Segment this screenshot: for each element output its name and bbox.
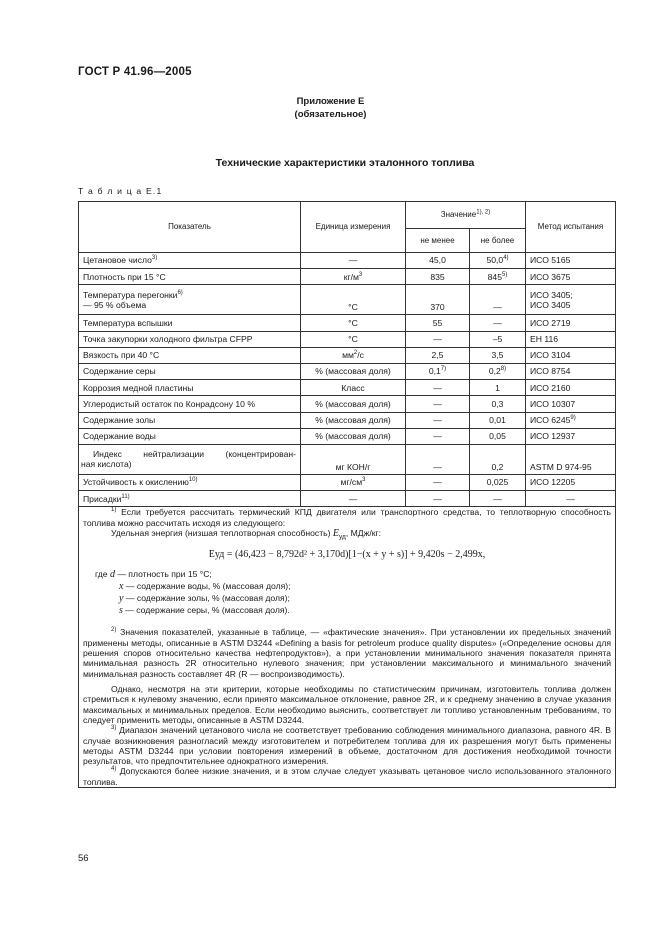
header-value-sup: 1), 2) (476, 209, 491, 216)
cell-method: ASTM D 974-95 (526, 444, 616, 474)
cell-max: –5 (470, 331, 526, 347)
header-param: Показатель (79, 202, 301, 253)
cell-min: 55 (406, 315, 470, 331)
header-value-label: Значение (440, 210, 477, 220)
notes-row (79, 507, 616, 788)
document-code: ГОСТ Р 41.96—2005 (78, 66, 192, 78)
cell-max: 0,01 (470, 412, 526, 428)
cell-method: ИСО 2160 (526, 380, 616, 396)
cell-max: 845$^{5)}$ (470, 269, 526, 285)
cell-unit: мг КОН/г (301, 444, 406, 474)
cell-min: 835 (406, 269, 470, 285)
cell-min: — (406, 428, 470, 444)
cell-unit: % (массовая доля) (301, 412, 406, 428)
note-4: $^{4)}$ Допускаются более низкие значения, и в этом случае следует указывать цетановое число использованного эталонного топлива. (83, 766, 611, 787)
cell-param: Температура вспышки (79, 315, 301, 331)
cell-method: ИСО 6245$^{9)}$ (526, 412, 616, 428)
spec-table (78, 201, 616, 788)
table-row (79, 491, 616, 507)
cell-method: ЕН 116 (526, 331, 616, 347)
where-x: x — содержание воды, % (массовая доля); (119, 581, 291, 593)
table-row (79, 444, 616, 474)
table-row (79, 396, 616, 412)
cell-max: — (470, 285, 526, 315)
cell-max: 0,05 (470, 428, 526, 444)
annex-title: Приложение Е (296, 96, 365, 107)
cell-unit: °С (301, 315, 406, 331)
cell-min: 370 (406, 285, 470, 315)
cell-unit: Класс (301, 380, 406, 396)
cell-method: — (526, 491, 616, 507)
cell-unit: — (301, 491, 406, 507)
header-value (406, 202, 526, 229)
cell-min: 2,5 (406, 347, 470, 363)
table-row (79, 253, 616, 269)
energy-line: Удельная энергия (низшая теплотворная способность) $E_{уд}$, МДж/кг: (111, 527, 382, 541)
where-s: s — содержание серы, % (массовая доля). (119, 605, 290, 617)
cell-unit: $кг/м^3$ (301, 269, 406, 285)
note-1: $^{1)}$ Если требуется рассчитать термический КПД двигателя или транспортного средства, то теплотворную способность топлива можно рассчитать исходя из следующего: (83, 507, 611, 528)
cell-param: Плотность при 15 °С (79, 269, 301, 285)
cell-param: Индекс нейтрализации (концентрирован- ная кислота) (79, 444, 301, 474)
cell-min: — (406, 396, 470, 412)
header-min: не менее (406, 229, 470, 253)
cell-unit: — (301, 253, 406, 269)
cell-param: Точка закупорки холодного фильтра CFPP (79, 331, 301, 347)
cell-param: Присадки$^{11)}$ (79, 491, 301, 507)
header-max: не более (470, 229, 526, 253)
cell-param: Устойчивость к окислению$^{10)}$ (79, 474, 301, 490)
page-number: 56 (78, 853, 89, 864)
cell-method: ИСО 12205 (526, 474, 616, 490)
cell-max: 0,025 (470, 474, 526, 490)
where-d: где d — плотность при 15 °С; (95, 569, 212, 581)
note-3: $^{3)}$ Диапазон значений цетанового числа не соответствует требованию соблюдения минимального диапазона, равного 4R. В случае возникновения разногласий между изготовителем и потребителем топлива для их разрешения могут быть применены методы ASTM D3244 при условии повторения измерений в объеме, достаточном для достижения необходимой точности результатов, что предпочтительнее однократного измерения. (83, 725, 612, 767)
cell-min: — (406, 412, 470, 428)
table-row (79, 380, 616, 396)
cell-unit: °С (301, 285, 406, 315)
cell-unit: $мм^2/с$ (301, 347, 406, 363)
cell-method: ИСО 8754 (526, 363, 616, 379)
cell-method: ИСО 3104 (526, 347, 616, 363)
annex-subtitle: (обязательное) (294, 109, 367, 120)
energy-formula: Eуд = (46,423 − 8,792d² + 3,170d)[1−(x + y + s)] + 9,420s − 2,499x, (208, 549, 486, 561)
table-row (79, 363, 616, 379)
cell-unit: °С (301, 331, 406, 347)
cell-method: ИСО 3675 (526, 269, 616, 285)
cell-unit: % (массовая доля) (301, 428, 406, 444)
table-row (79, 331, 616, 347)
header-unit: Единица измерения (301, 202, 406, 253)
cell-method: ИСО 12937 (526, 428, 616, 444)
cell-max: 0,2$^{8)}$ (470, 363, 526, 379)
document-title: Технические характеристики эталонного топлива (215, 157, 475, 169)
cell-param: Вязкость при 40 °С (79, 347, 301, 363)
cell-max: 50,0$^{4)}$ (470, 253, 526, 269)
cell-max: — (470, 315, 526, 331)
cell-param: Температура перегонки$^{6)}$ — 95 % объема (79, 285, 301, 315)
cell-min: — (406, 380, 470, 396)
table-row (79, 315, 616, 331)
cell-max: 3,5 (470, 347, 526, 363)
table-row (79, 412, 616, 428)
cell-method: ИСО 5165 (526, 253, 616, 269)
table-row (79, 347, 616, 363)
cell-min: — (406, 331, 470, 347)
note-2b: Однако, несмотря на эти критерии, которые необходимы по статистическим причинам, изготовитель топлива должен стремиться к нулевому значению, если принято максимальное отклонение, равное 2R, и к среднему значению в случае указания максимальных и минимальных пределов. Если необходимо выяснить, соответствует ли топливо установленным требованиям, то следует применить методы, описанные в ASTM D3244. (83, 683, 611, 725)
table-notes (79, 507, 616, 788)
cell-method: ИСО 3405; ИСО 3405 (526, 285, 616, 315)
cell-min: 45,0 (406, 253, 470, 269)
cell-unit: % (массовая доля) (301, 396, 406, 412)
cell-min: 0,1$^{7)}$ (406, 363, 470, 379)
cell-max: 0,2 (470, 444, 526, 474)
header-method: Метод испытания (526, 202, 616, 253)
cell-param: Содержание золы (79, 412, 301, 428)
cell-param: Содержание серы (79, 363, 301, 379)
cell-max: 0,3 (470, 396, 526, 412)
cell-param: Цетановое число$^{3)}$ (79, 253, 301, 269)
cell-unit: $мг/см^3$ (301, 474, 406, 490)
cell-min: — (406, 444, 470, 474)
note-2: $^{2)}$ Значения показателей, указанные в таблице, — «фактические значения». При установлении их предельных значений применены методы, описанные в ASTM D3244 «Defining a basis for petroleum produce quality disputes» («Определение основы для решения споров относительно качества нефтепродуктов»), а при установлении минимального значения показателя принята минимальная разность 2R относительно нулевого значения; при установлении максимального и минимального значений минимальная разность составляет 4R (R — воспроизводимость). (83, 627, 612, 679)
cell-param: Коррозия медной пластины (79, 380, 301, 396)
cell-max: 1 (470, 380, 526, 396)
table-row (79, 474, 616, 490)
where-y: y — содержание золы, % (массовая доля); (119, 593, 290, 605)
cell-param: Углеродистый остаток по Конрадсону 10 % (79, 396, 301, 412)
cell-param: Содержание воды (79, 428, 301, 444)
cell-unit: % (массовая доля) (301, 363, 406, 379)
table-row (79, 269, 616, 285)
table-label: Т а б л и ц а Е.1 (78, 186, 163, 196)
table-row (79, 285, 616, 315)
cell-method: ИСО 10307 (526, 396, 616, 412)
cell-method: ИСО 2719 (526, 315, 616, 331)
table-row (79, 428, 616, 444)
cell-max: — (470, 491, 526, 507)
cell-min: — (406, 474, 470, 490)
cell-min: — (406, 491, 470, 507)
